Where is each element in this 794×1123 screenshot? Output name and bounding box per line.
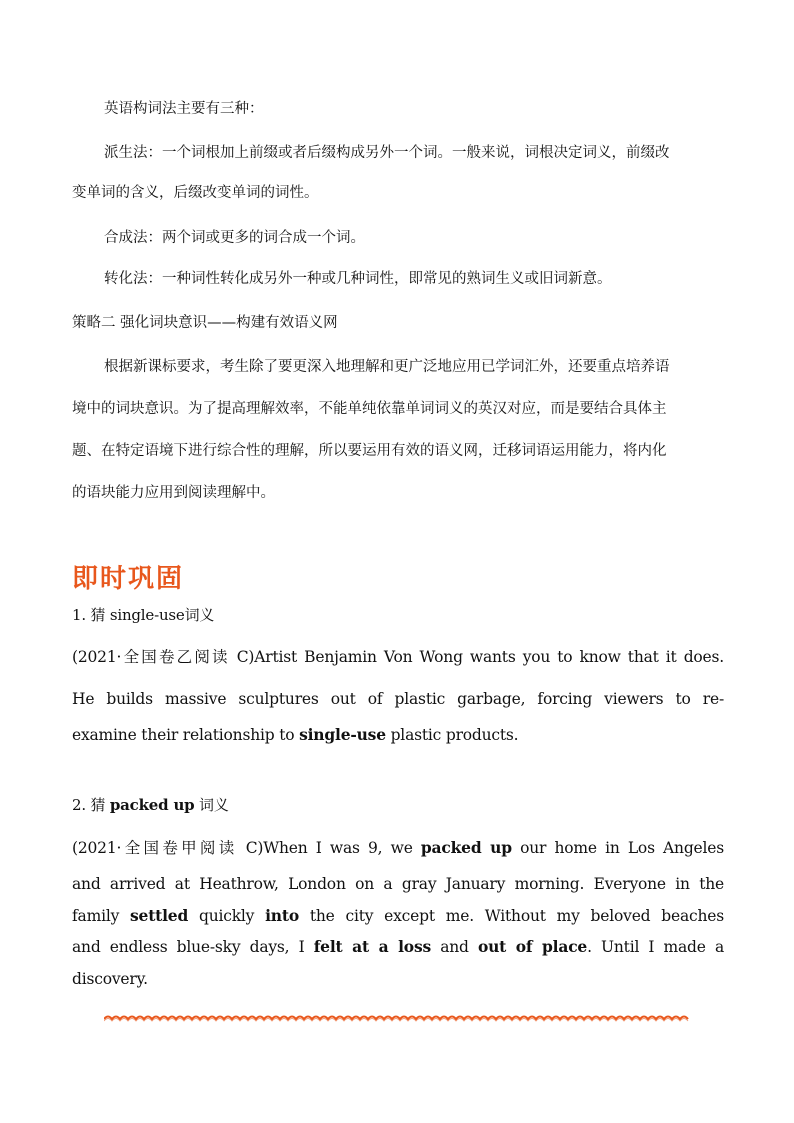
conversion-text: 转化法：一种词性转化成另外一种或几种词性，即常见的熟词生义或旧词新意。 — [104, 271, 612, 287]
q2-line: family settled quickly into the city except me. Without my beloved beaches — [72, 906, 724, 925]
highlight-term: into — [265, 906, 299, 925]
q1-label: 1. 猜 single-use词义 — [72, 606, 215, 624]
highlight-term: packed up — [420, 838, 512, 857]
q2-line: and endless blue-sky days, I felt at a loss and out of place. Until I made a — [72, 937, 724, 956]
intro-title: 英语构词法主要有三种： — [104, 101, 264, 117]
q2-label: 2. 猜 packed up 词义 — [72, 796, 229, 814]
q2-line: discovery. — [72, 970, 148, 988]
strategy-heading: 策略二 强化词块意识——构建有效语义网 — [72, 315, 338, 331]
q1-line: (2021·全国卷乙阅读 C)Artist Benjamin Von Wong wants you to know that it does. — [72, 648, 724, 666]
highlight-term: settled — [130, 906, 189, 925]
highlight-term: single-use — [299, 725, 386, 744]
q2-line: and arrived at Heathrow, London on a gray January morning. Everyone in the — [72, 875, 724, 893]
derivation-text-cont: 变单词的含义，后缀改变单词的词性。 — [72, 185, 319, 201]
strategy-paragraph-line: 根据新课标要求，考生除了要更深入地理解和更广泛地应用已学词汇外，还要重点培养语 — [104, 359, 670, 375]
derivation-text: 派生法：一个词根加上前缀或者后缀构成另外一个词。一般来说，词根决定词义，前缀改 — [104, 145, 670, 161]
strategy-paragraph-line: 境中的词块意识。为了提高理解效率，不能单纯依靠单词词义的英汉对应，而是要结合具体主 — [72, 401, 667, 417]
highlight-term: felt at a loss — [313, 937, 431, 956]
strategy-paragraph-line: 题、在特定语境下进行综合性的理解，所以要运用有效的语义网，迁移词语运用能力，将内化 — [72, 443, 667, 459]
consolidation-title: 即时巩固 — [72, 564, 185, 594]
q2-line: (2021·全国卷甲阅读 C)When I was 9, we packed up our home in Los Angeles — [72, 838, 725, 857]
q1-line: He builds massive sculptures out of plastic garbage, forcing viewers to re- — [72, 690, 724, 708]
strategy-paragraph-line: 的语块能力应用到阅读理解中。 — [72, 485, 275, 501]
wavy-divider — [104, 1012, 690, 1026]
highlight-term: out of place — [477, 937, 588, 956]
highlight-term: packed up — [109, 796, 195, 814]
q1-line: examine their relationship to single-use plastic products. — [72, 725, 519, 744]
compounding-text: 合成法：两个词或更多的词合成一个词。 — [104, 230, 365, 246]
